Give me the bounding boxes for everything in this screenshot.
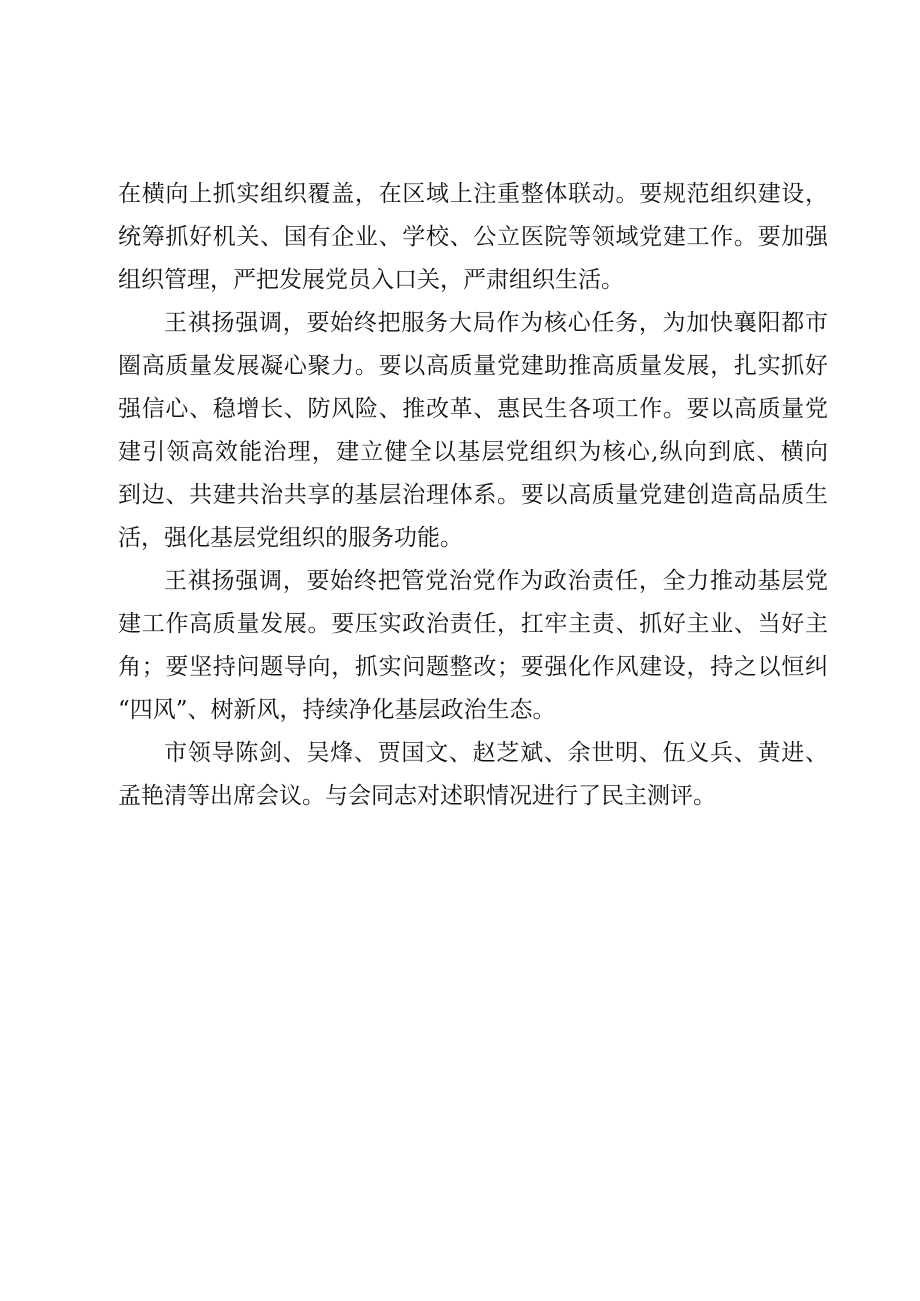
- text-line: 孟艳清等出席会议。与会同志对述职情况进行了民主测评。: [118, 783, 716, 809]
- text-line: 王祺扬强调，要始终把管党治党作为政治责任，全力推动基层党: [164, 568, 828, 594]
- document-body: [118, 173, 828, 818]
- paragraph-2: [118, 302, 828, 560]
- text-line: 建工作高质量发展。要压实政治责任，扛牢主责、抓好主业、当好主: [118, 611, 828, 637]
- text-line: 组织管理，严把发展党员入口关，严肃组织生活。: [118, 267, 624, 293]
- text-line: 王祺扬强调，要始终把服务大局作为核心任务，为加快襄阳都市: [164, 310, 828, 336]
- text-line: 建引领高效能治理，建立健全以基层党组织为核心,纵向到底、横向: [118, 439, 828, 465]
- paragraph-1: [118, 173, 828, 302]
- text-line: 在横向上抓实组织覆盖，在区域上注重整体联动。要规范组织建设，: [118, 181, 828, 207]
- text-line: 到边、共建共治共享的基层治理体系。要以高质量党建创造高品质生: [118, 482, 828, 508]
- text-line: 统筹抓好机关、国有企业、学校、公立医院等领域党建工作。要加强: [118, 224, 828, 250]
- text-line: 圈高质量发展凝心聚力。要以高质量党建助推高质量发展，扎实抓好: [118, 353, 828, 379]
- paragraph-3: [118, 560, 828, 732]
- text-line: 强信心、稳增长、防风险、推改革、惠民生各项工作。要以高质量党: [118, 396, 828, 422]
- text-line: 角；要坚持问题导向，抓实问题整改；要强化作风建设，持之以恒纠: [118, 654, 828, 680]
- text-line: 活，强化基层党组织的服务功能。: [118, 525, 463, 551]
- text-line: “四风”、树新风，持续净化基层政治生态。: [118, 697, 556, 723]
- paragraph-4: [118, 732, 828, 818]
- text-line: 市领导陈剑、吴烽、贾国文、赵芝斌、余世明、伍义兵、黄进、: [164, 740, 828, 766]
